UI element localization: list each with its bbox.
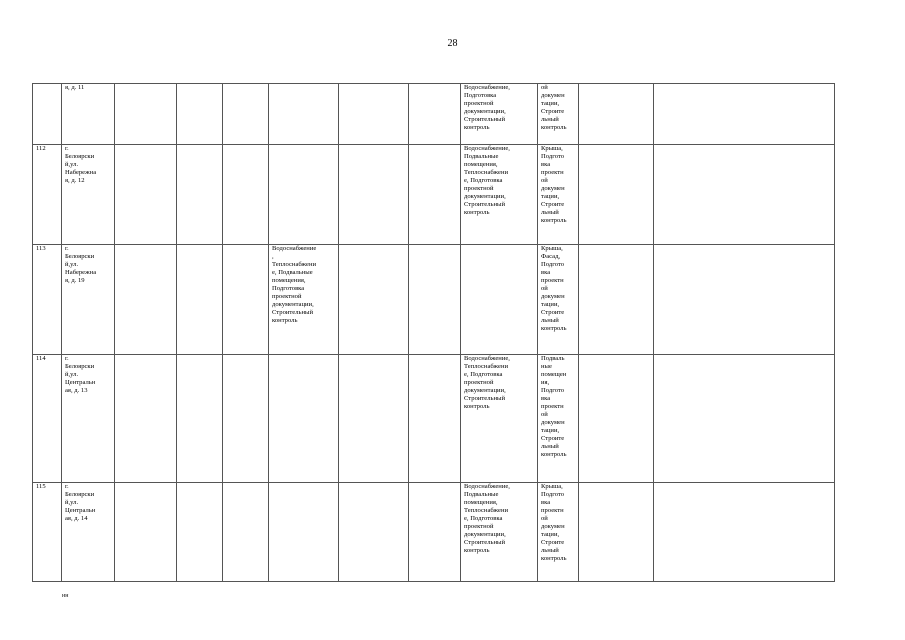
empty-cell: [223, 245, 269, 355]
row-number-cell: 115: [33, 483, 62, 582]
table-row: [33, 145, 835, 245]
empty-cell: [177, 483, 223, 582]
works-cell-c: Крыша, Подгото вка проектн ой докумен тации, Строите льный контроль: [538, 483, 579, 582]
works-cell-b: Водоснабжение, Подвальные помещения, Теплоснабжени е, Подготовка проектной документации, Строительный контроль: [461, 145, 538, 245]
empty-cell: [409, 145, 461, 245]
empty-cell: [654, 483, 835, 582]
page-number: 28: [447, 38, 458, 49]
empty-cell: [177, 355, 223, 483]
register-table: [32, 83, 835, 582]
works-cell-b: Водоснабжение, Теплоснабжени е, Подготовка проектной документации, Строительный контроль: [461, 355, 538, 483]
empty-cell: [115, 483, 177, 582]
table-row: [33, 355, 835, 483]
works-cell-a: Водоснабжение , Теплоснабжени е, Подвальные помещения, Подготовка проектной документации, Строительный контроль: [269, 245, 339, 355]
works-cell-b: [461, 245, 538, 355]
empty-cell: [339, 483, 409, 582]
empty-cell: [579, 483, 654, 582]
row-number-cell: [33, 84, 62, 145]
empty-cell: [223, 483, 269, 582]
table-row: [33, 245, 835, 355]
empty-cell: [654, 84, 835, 145]
empty-cell: [579, 84, 654, 145]
works-cell-c: Подваль ные помещен ия, Подгото вка проектн ой докумен тации, Строите льный контроль: [538, 355, 579, 483]
works-cell-b: Водоснабжение, Подвальные помещения, Теплоснабжени е, Подготовка проектной документации, Строительный контроль: [461, 483, 538, 582]
empty-cell: [409, 245, 461, 355]
works-cell-a: [269, 145, 339, 245]
empty-cell: [654, 355, 835, 483]
address-cell: г. Белоярски й,ул. Набережна я, д. 12: [62, 145, 115, 245]
empty-cell: [409, 84, 461, 145]
row-number-cell: 114: [33, 355, 62, 483]
empty-cell: [409, 355, 461, 483]
works-cell-a: [269, 355, 339, 483]
works-cell-a: [269, 84, 339, 145]
works-cell-c: Крыша, Подгото вка проектн ой докумен тации, Строите льный контроль: [538, 145, 579, 245]
address-cell: я, д. 11: [62, 84, 115, 145]
empty-cell: [654, 145, 835, 245]
address-cell: г. Белоярски й,ул. Набережна я, д. 19: [62, 245, 115, 355]
empty-cell: [339, 245, 409, 355]
works-cell-b: Водоснабжение, Подготовка проектной документации, Строительный контроль: [461, 84, 538, 145]
empty-cell: [339, 355, 409, 483]
footer-note: нн: [62, 593, 69, 599]
empty-cell: [177, 245, 223, 355]
works-cell-a: [269, 483, 339, 582]
works-cell-c: Крыша, Фасад, Подгото вка проектн ой докумен тации, Строите льный контроль: [538, 245, 579, 355]
empty-cell: [115, 355, 177, 483]
empty-cell: [654, 245, 835, 355]
row-number-cell: 112: [33, 145, 62, 245]
works-cell-c: ой докумен тации, Строите льный контроль: [538, 84, 579, 145]
empty-cell: [115, 145, 177, 245]
empty-cell: [177, 145, 223, 245]
empty-cell: [115, 245, 177, 355]
empty-cell: [223, 84, 269, 145]
empty-cell: [409, 483, 461, 582]
empty-cell: [339, 145, 409, 245]
address-cell: г. Белоярски й,ул. Центральн ая, д. 13: [62, 355, 115, 483]
empty-cell: [223, 355, 269, 483]
address-cell: г. Белоярски й,ул. Центральн ая, д. 14: [62, 483, 115, 582]
empty-cell: [115, 84, 177, 145]
empty-cell: [579, 145, 654, 245]
row-number-cell: 113: [33, 245, 62, 355]
empty-cell: [339, 84, 409, 145]
empty-cell: [579, 355, 654, 483]
table-row: [33, 483, 835, 582]
table-row: [33, 84, 835, 145]
empty-cell: [223, 145, 269, 245]
empty-cell: [177, 84, 223, 145]
empty-cell: [579, 245, 654, 355]
